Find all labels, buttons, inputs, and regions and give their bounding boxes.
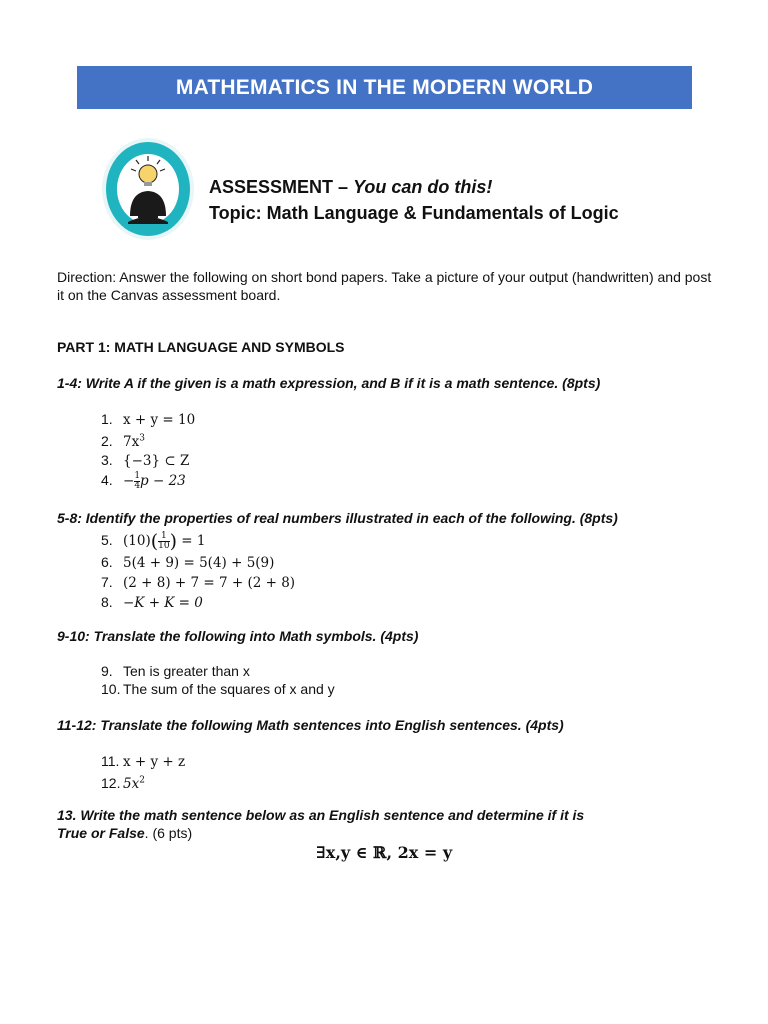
close-paren: ): [169, 530, 178, 553]
list-item: [101, 410, 195, 429]
item-expression: x + y + z: [123, 754, 186, 770]
quantifier-statement: ∃x,y ∈ ℝ, 2x = y: [315, 843, 453, 862]
section-3-list: [101, 662, 335, 698]
list-item: [101, 752, 185, 771]
item-number: 2.: [101, 432, 113, 449]
list-item: [101, 771, 185, 793]
item-text: Ten is greater than x: [123, 663, 250, 679]
list-item: [101, 451, 195, 470]
section-1-list: [101, 410, 195, 491]
assessment-label: ASSESSMENT –: [209, 177, 349, 197]
item-number: 4.: [101, 471, 113, 488]
item-number: 6.: [101, 553, 113, 570]
expression-lead: (10): [123, 533, 151, 549]
list-item: [101, 529, 295, 553]
item-number: 9.: [101, 663, 113, 679]
open-paren: (: [150, 530, 159, 553]
section-3-instruction: 9-10: Translate the following into Math symbols. (4pts): [57, 628, 419, 644]
section-4-list: [101, 752, 185, 793]
fraction: [158, 532, 169, 551]
list-item: [101, 471, 195, 491]
item-number: 11.: [101, 753, 120, 769]
expression-sign: −: [123, 472, 135, 489]
item-expression: [123, 470, 186, 491]
section-5-instruction: 13. Write the math sentence below as an English sentence and determine if it is: [57, 807, 585, 823]
item-expression: 5(4 + 9) = 5(4) + 5(9): [123, 554, 275, 571]
part1-heading: PART 1: MATH LANGUAGE AND SYMBOLS: [57, 339, 345, 355]
list-item: [101, 573, 295, 593]
item-expression: (2 + 8) + 7 = 7 + (2 + 8): [123, 574, 296, 591]
item-number: 10.: [101, 681, 121, 697]
item-expression: [123, 434, 145, 450]
expression-base: 7x: [123, 433, 140, 450]
points-label: . (6 pts): [144, 825, 193, 841]
list-item: [101, 662, 335, 680]
expression-base: 5x: [123, 775, 140, 792]
topic-heading: Topic: Math Language & Fundamentals of Logic: [209, 203, 619, 223]
item-number: 5.: [101, 532, 113, 548]
section-1-instruction: 1-4: Write A if the given is a math expression, and B if it is a math sentence. (8pts): [57, 375, 601, 391]
section-2-instruction: 5-8: Identify the properties of real numbers illustrated in each of the following. (8pts): [57, 510, 618, 526]
item-expression: [123, 530, 206, 553]
assessment-heading: [209, 174, 492, 200]
expression-exponent: 2: [139, 775, 145, 785]
fraction-numerator: 1: [134, 470, 141, 481]
section-5-instruction-line2: [57, 825, 192, 841]
item-number: 7.: [101, 573, 113, 590]
fraction-denominator: 10: [158, 541, 170, 551]
item-number: 1.: [101, 411, 113, 427]
list-item: [101, 680, 335, 698]
assessment-tagline: You can do this!: [353, 177, 493, 197]
item-number: 3.: [101, 451, 113, 468]
item-expression: x + y = 10: [123, 412, 196, 428]
section-2-list: [101, 529, 295, 613]
item-number: 8.: [101, 593, 113, 610]
expression-rest: p − 23: [140, 472, 186, 489]
title-banner: [77, 66, 692, 109]
true-false-label: True or False: [57, 825, 145, 841]
item-expression: [123, 776, 145, 792]
list-item: [101, 429, 195, 451]
fraction-numerator: 1: [161, 531, 167, 541]
document-title: MATHEMATICS IN THE MODERN WORLD: [175, 75, 594, 99]
list-item: [101, 593, 295, 613]
fraction-denominator: 4: [134, 480, 141, 491]
direction-text: Direction: Answer the following on short bond papers. Take a picture of your output (handwritten) and post it on the Canvas assessment board.: [57, 269, 712, 303]
item-number: 12.: [101, 774, 121, 791]
list-item: [101, 553, 295, 573]
item-text: The sum of the squares of x and y: [123, 681, 335, 697]
section-4-instruction: 11-12: Translate the following Math sentences into English sentences. (4pts): [57, 717, 564, 733]
expression-rest: = 1: [177, 533, 206, 549]
expression-exponent: 3: [139, 433, 145, 443]
item-expression: −K + K = 0: [123, 594, 203, 611]
item-expression: {−3} ⊂ Z: [123, 452, 190, 469]
thinking-head-logo-icon: [100, 136, 196, 242]
